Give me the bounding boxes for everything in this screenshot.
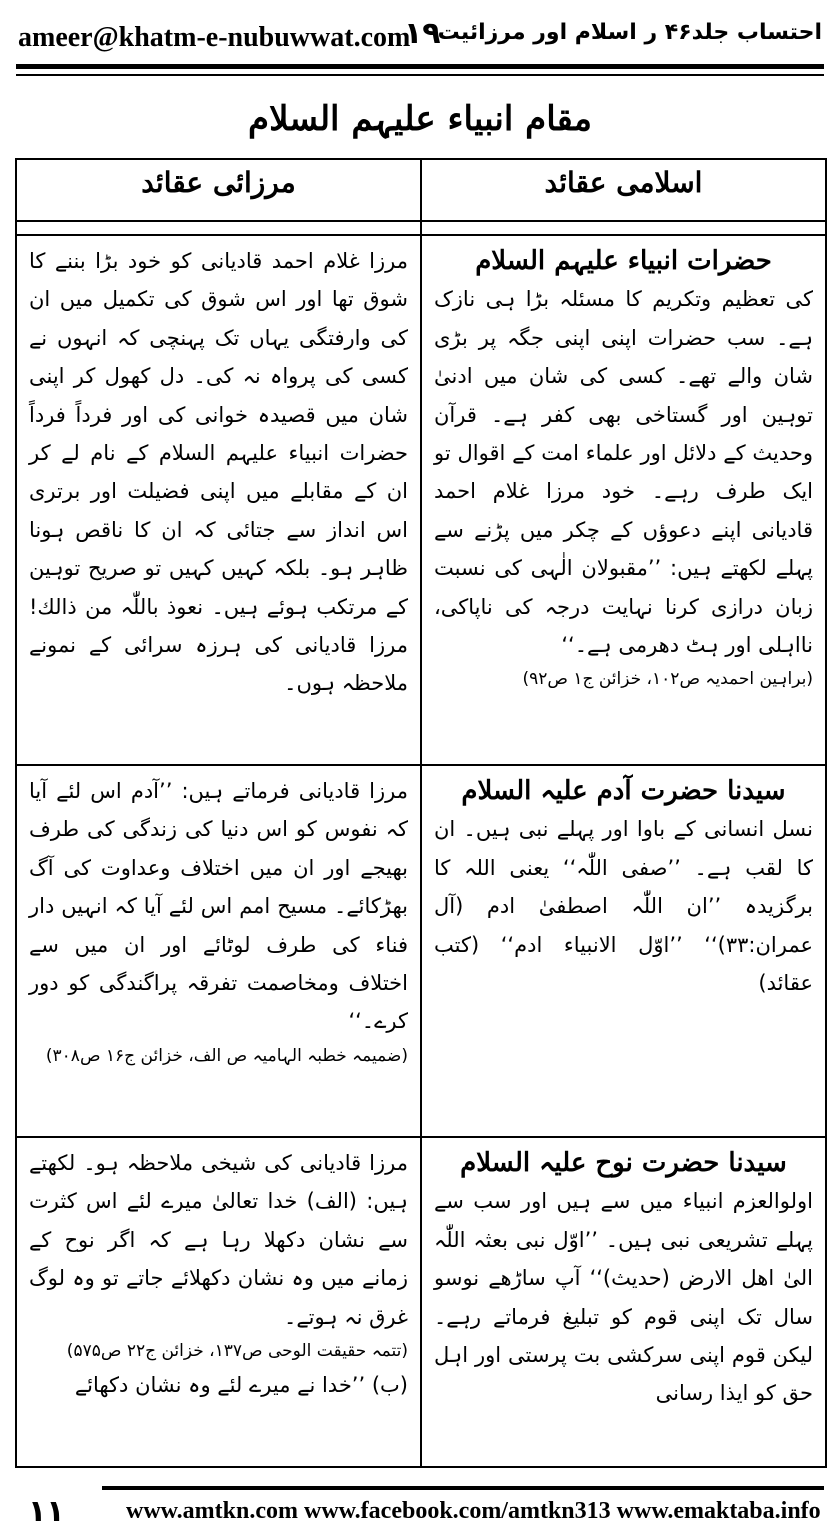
section-title: مقام انبیاء علیہم السلام [248, 99, 592, 139]
footer-links: www.amtkn.com www.facebook.com/amtkn313 www.emaktaba.info [126, 1498, 821, 1524]
footer-page-number: ۱۱ [28, 1494, 65, 1529]
column-header-mirzai: مرزائی عقائد [16, 159, 421, 221]
header-page-number: ۱۹ [404, 16, 441, 51]
islamic-text: کی تعظیم وتکریم کا مسئلہ بڑا ہی نازک ہے۔ سب حضرات اپنی اپنی جگہ پر بڑی شان والے تھے۔ کسی کی شان میں ادنیٰ توہین اور گستاخی بھی کفر ہے۔ قرآن وحدیث کے دلائل اور علماء امت کے اقوال تو ایک طرف رہے۔ خود مرزا غلام احمد قادیانی اپنے دعوؤں کے چکر میں پڑنے سے پہلے لکھتے ہیں: ’’مقبولان الٰہی کی نسبت زبان درازی کرنا نہایت درجہ کی ناپاکی، نااہلی اور ہٹ دھرمی ہے۔‘‘ [434, 287, 813, 658]
mirzai-text: مرزا غلام احمد قادیانی کو خود بڑا بننے کا شوق تھا اور اس شوق کی تکمیل میں ان کی وارفتگی یہاں تک پہنچی کہ انہوں نے کسی کی پرواہ نہ کی۔ دل کھول کر اپنی شان میں قصیدہ خوانی کی اور فرداً فرداً حضرات انبیاء علیہم السلام کے نام لے کر ان کے مقابلے میں اپنی فضیلت اور برتری اس انداز سے جتائی کہ ان کا ناقص ہونا ظاہر ہو۔ بلکہ کہیں کہیں تو صریح توہین کے مرتکب ہوئے ہیں۔ نعوذ باللّٰہ من ذالك! مرزا قادیانی کی ہرزہ سرائی کے نمونے ملاحظہ ہوں۔ [29, 249, 408, 696]
spacer-row [16, 221, 826, 235]
header-rule-thin [16, 74, 824, 76]
table-row [16, 1137, 826, 1467]
table-row [16, 765, 826, 1137]
comparison-table [15, 158, 827, 1468]
islamic-heading: حضرات انبیاء علیہم السلام [475, 246, 772, 276]
islamic-cell [421, 235, 826, 765]
islamic-text: نسل انسانی کے باوا اور پہلے نبی ہیں۔ ان کا لقب ہے۔ ’’صفی اللّٰہ‘‘ یعنی اللہ کا برگزیدہ ’’ان اللّٰہ اصطفیٰ ادم (آل عمران:۳۳)‘‘ ’’اوّل الانبیاء ادم‘‘ (کتب عقائد) [434, 817, 813, 996]
page-footer [16, 1480, 824, 1536]
mirzai-text: مرزا قادیانی کی شیخی ملاحظہ ہو۔ لکھتے ہیں: (الف) خدا تعالیٰ میرے لئے اس کثرت سے نشان دکھلا رہا ہے کہ اگر نوح کے زمانے میں وہ نشان دکھلائے جاتے تو وہ لوگ غرق نہ ہوتے۔ [29, 1151, 408, 1329]
mirzai-text: مرزا قادیانی فرماتے ہیں: ’’آدم اس لئے آیا کہ نفوس کو اس دنیا کی زندگی کی طرف بھیجے اور ان میں اختلاف وعداوت کی آگ بھڑکائے۔ مسیح امم اس لئے آیا کہ انہیں دار فناء کی طرف لوٹائے اور ان میں سے اختلاف ومخاصمت تفرقہ پراگندگی کو دور کرے۔‘‘ [29, 779, 408, 1034]
footer-rule [102, 1486, 824, 1490]
footer-page-box [16, 1494, 96, 1534]
mirzai-reference: (ضمیمہ خطبہ الہامیہ ص الف، خزائن ج۱۶ ص۳۰۸) [45, 1045, 408, 1066]
table-header-row [16, 159, 826, 221]
islamic-cell [421, 765, 826, 1137]
mirzai-cell [16, 1137, 421, 1467]
islamic-reference: (براہین احمدیہ ص۱۰۲، خزائن ج۱ ص۹۲) [522, 669, 813, 690]
page-header [0, 0, 840, 72]
islamic-heading: سیدنا حضرت آدم علیہ السلام [461, 776, 786, 806]
header-book-title: احتساب جلد۴۶ ر اسلام اور مرزائیت [437, 20, 822, 45]
header-rule-thick [16, 64, 824, 69]
mirzai-cell [16, 765, 421, 1137]
column-header-islamic: اسلامی عقائد [421, 159, 826, 221]
islamic-text: اولوالعزم انبیاء میں سے ہیں اور سب سے پہلے تشریعی نبی ہیں۔ ’’اوّل نبی بعثہ اللّٰہ الیٰ اھل الارض (حدیث)‘‘ آپ ساڑھے نوسو سال تک اپنی قوم کو تبلیغ فرماتے رہے۔ لیکن قوم اپنی سرکشی بت پرستی اور اہل حق کو ایذا رسانی [434, 1189, 813, 1406]
mirzai-text-continued: (ب) ’’خدا نے میرے لئے وہ نشان دکھائے [74, 1373, 408, 1398]
mirzai-cell [16, 235, 421, 765]
table-row [16, 235, 826, 765]
mirzai-reference: (تتمہ حقیقت الوحی ص۱۳۷، خزائن ج۲۲ ص۵۷۵) [66, 1341, 408, 1362]
islamic-heading: سیدنا حضرت نوح علیہ السلام [460, 1148, 787, 1178]
header-email: ameer@khatm-e-nubuwwat.com [18, 22, 411, 53]
islamic-cell [421, 1137, 826, 1467]
